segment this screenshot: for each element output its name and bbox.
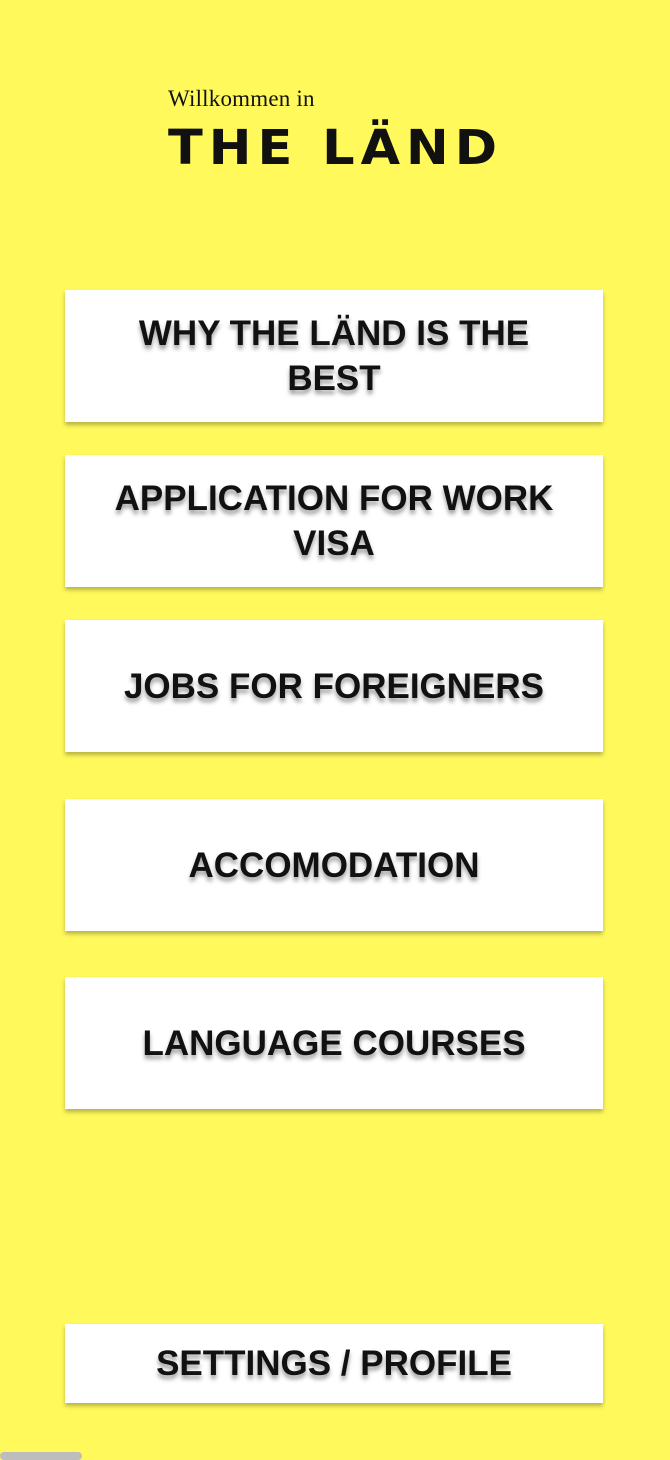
accommodation-label: ACCOMODATION: [188, 845, 480, 885]
jobs-for-foreigners-label: JOBS FOR FOREIGNERS: [123, 666, 545, 706]
jobs-for-foreigners-button[interactable]: [65, 620, 603, 752]
accommodation-button[interactable]: [65, 799, 603, 931]
logo-title: THE LÄND: [168, 120, 504, 177]
language-courses-label: LANGUAGE COURSES: [142, 1023, 526, 1063]
logo-tagline: Willkommen in: [168, 86, 315, 111]
scroll-indicator[interactable]: [0, 1452, 82, 1460]
settings-profile-button[interactable]: [65, 1324, 603, 1403]
work-visa-application-button[interactable]: [65, 455, 603, 587]
work-visa-application-label: APPLICATION FOR WORK VISA: [114, 479, 554, 563]
why-the-land-button[interactable]: [65, 290, 603, 422]
settings-profile-label: SETTINGS / PROFILE: [156, 1344, 512, 1383]
language-courses-button[interactable]: [65, 977, 603, 1109]
app-logo: [168, 84, 508, 178]
why-the-land-label: WHY THE LÄND IS THE BEST: [138, 314, 530, 398]
